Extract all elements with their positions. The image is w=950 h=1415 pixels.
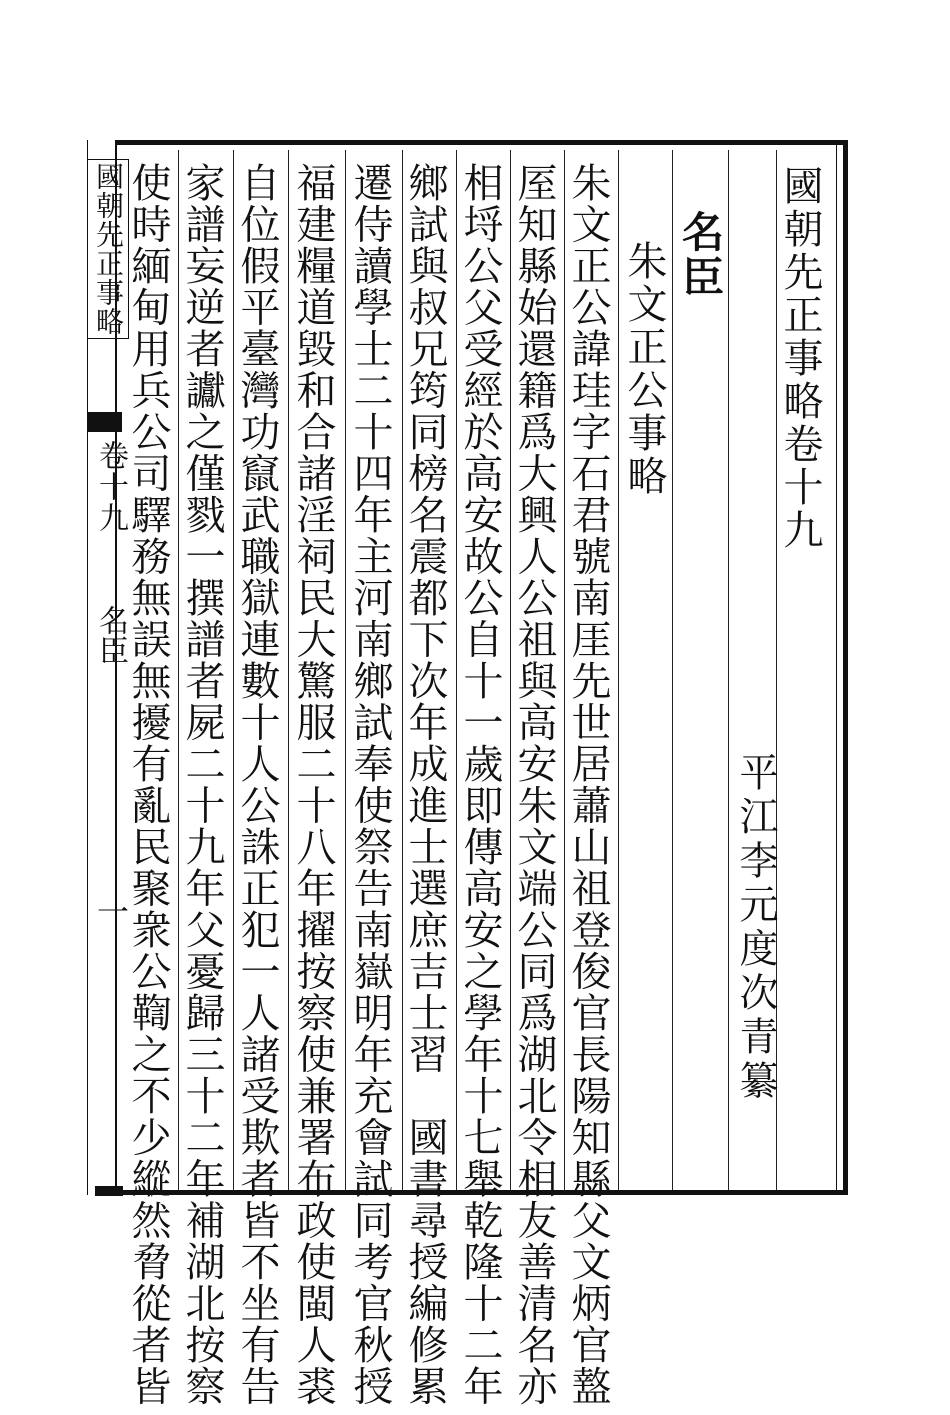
- body-column: 厔知縣始還籍爲大興人公祖與高安朱文端公同爲湖北令相友善清名亦: [511, 162, 557, 1407]
- body-column: 遷侍讀學士二十四年主河南鄉試奉使祭告南嶽明年充會試同考官秋授: [347, 162, 393, 1407]
- column-rule: [618, 150, 619, 1190]
- body-column: 福建糧道毀和合諸淫祠民大驚服二十八年擢按察使兼署布政使閩人裘: [290, 162, 336, 1407]
- fishtail-mark: [88, 412, 122, 432]
- gutter-category: 名臣: [93, 605, 128, 665]
- author-line: 平江李元度次青纂: [733, 752, 778, 1104]
- column-rule: [728, 150, 729, 1190]
- gutter-bottom-mark: [95, 1186, 123, 1196]
- gutter-book-title: 國朝先正事略: [88, 160, 128, 338]
- body-column: 相埒公父受經於高安故公自十一歲即傳高安之學年十七舉乾隆十二年: [457, 162, 503, 1407]
- gutter-page-number: 一: [92, 895, 130, 927]
- body-column: 朱文正公諱珪字石君號南厓先世居蕭山祖登俊官長陽知縣父文炳官盩: [565, 162, 611, 1407]
- body-column: 鄉試與叔兄筠同榜名震都下次年成進士選庶吉士習 國書尋授編修累: [402, 162, 448, 1407]
- category-heading: 名臣: [676, 210, 725, 300]
- body-column: 使時緬甸用兵公司驛務無誤無擾有亂民聚衆公鞫之不少縱然脅從者皆: [125, 162, 171, 1407]
- body-column: 自位假平臺灣功竄武職獄連數十人公誅正犯一人諸受欺者皆不坐有告: [234, 162, 280, 1407]
- column-rule: [672, 150, 673, 1190]
- column-rule: [288, 150, 289, 1190]
- body-column: 家譜妄逆者讞之僅戮一撰譜者屍二十九年父憂歸三十二年補湖北按察: [179, 162, 225, 1407]
- gutter-volume: 卷十九: [93, 440, 128, 533]
- book-title: 國朝先正事略卷十九: [777, 165, 823, 552]
- column-rule: [345, 150, 346, 1190]
- biography-title: 朱文正公事略: [621, 240, 667, 498]
